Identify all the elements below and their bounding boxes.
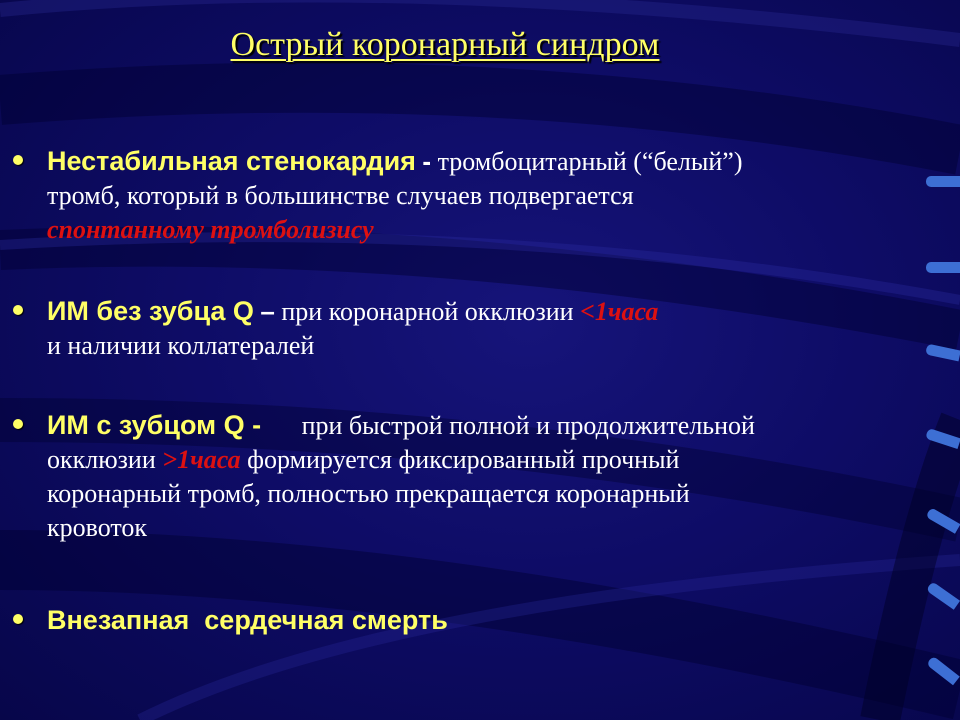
item-term: ИМ без зубца Q (47, 296, 254, 326)
bullet-icon (13, 155, 23, 165)
item-text: тромбоцитарный (“белый”) (437, 147, 743, 176)
list-item-mi-without-q (47, 294, 917, 363)
item-text: при быстрой полной и продолжительной (301, 411, 755, 440)
item-highlight: спонтанному тромболизису (47, 215, 374, 244)
item-separator: – (260, 296, 275, 326)
edge-stripe-2 (926, 262, 960, 273)
bullet-icon (13, 305, 23, 315)
item-text: тромб, который в большинстве случаев подвергается (47, 181, 634, 210)
list-item-unstable-angina (47, 144, 917, 247)
slide-title: Острый коронарный синдром (230, 26, 660, 63)
bullet-icon (13, 614, 23, 624)
list-item-sudden-death (47, 603, 917, 638)
item-text: кровоток (47, 513, 148, 542)
item-term: Внезапная сердечная смерть (47, 605, 448, 635)
item-separator: - (422, 146, 432, 176)
edge-stripe-1 (926, 176, 960, 187)
item-text: и наличии коллатералей (47, 331, 315, 360)
list-item-mi-with-q (47, 408, 917, 545)
item-highlight: >1часа (162, 445, 241, 474)
item-text: окклюзии (47, 445, 156, 474)
item-highlight: <1часа (580, 297, 659, 326)
item-text: формируется фиксированный прочный (247, 445, 680, 474)
item-text: при коронарной окклюзии (281, 297, 574, 326)
item-term: Нестабильная стенокардия (47, 146, 416, 176)
bullet-icon (13, 419, 23, 429)
item-term: ИМ с зубцом Q - (47, 410, 262, 440)
item-text: коронарный тромб, полностью прекращается коронарный (47, 479, 690, 508)
